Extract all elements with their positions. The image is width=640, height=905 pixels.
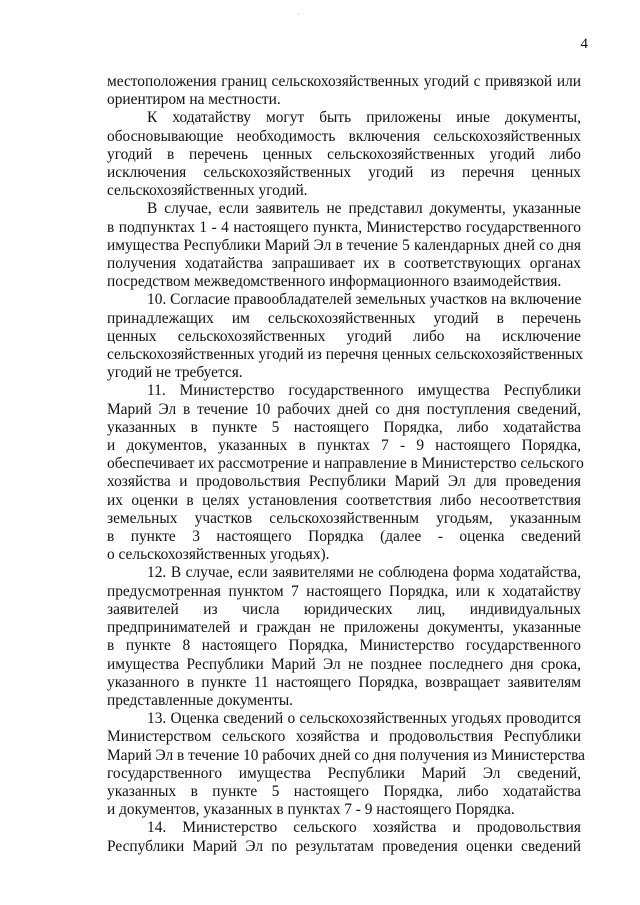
text-line: принадлежащих им сельскохозяйственных угодий в перечень: [107, 309, 581, 327]
text-line: о сельскохозяйственных угодьях).: [107, 546, 330, 564]
text-line: Марий Эл в течение 10 рабочих дней со дня поступления сведений,: [107, 400, 581, 418]
text-line: представленные документы.: [107, 691, 294, 709]
text-line: исключения сельскохозяйственных угодий из перечня ценных: [107, 164, 581, 182]
text-line: угодий в перечень ценных сельскохозяйственных угодий либо: [107, 145, 581, 163]
text-line: государственного имущества Республики Марий Эл сведений,: [107, 764, 581, 782]
text-line: указанных в пункте 5 настоящего Порядка, либо ходатайства: [107, 782, 581, 800]
text-line: указанных в пункте 5 настоящего Порядка, либо ходатайства: [107, 418, 581, 436]
text-line: 11. Министерство государственного имущества Республики: [147, 382, 581, 400]
text-line: 14. Министерство сельского хозяйства и продовольствия: [147, 819, 581, 837]
text-line: 13. Оценка сведений о сельскохозяйственных угодьях проводится: [147, 710, 581, 728]
text-line: обосновывающие необходимость включения сельскохозяйственных: [107, 127, 581, 145]
text-line: земельных участков сельскохозяйственным угодьям, указанным: [107, 509, 581, 527]
scan-mark: ·: [297, 10, 300, 19]
text-line: имущества Республики Марий Эл не позднее последнего дня срока,: [107, 655, 581, 673]
text-line: получения ходатайства запрашивает их в соответствующих органах: [107, 255, 581, 273]
text-line: Республики Марий Эл по результатам проведения оценки сведений: [107, 837, 581, 855]
text-line: заявителей из числа юридических лиц, индивидуальных: [107, 600, 581, 618]
text-line: хозяйства и продовольствия Республики Марий Эл для проведения: [107, 473, 581, 491]
text-line: 10. Согласие правообладателей земельных участков на включение: [147, 291, 582, 309]
text-line: и документов, указанных в пунктах 7 - 9 настоящего Порядка.: [107, 801, 515, 819]
text-line: предусмотренная пунктом 7 настоящего Порядка, или к ходатайству: [107, 582, 581, 600]
text-line: обеспечивает их рассмотрение и направление в Министерство сельского: [107, 455, 584, 473]
text-line: сельскохозяйственных угодий из перечня ценных сельскохозяйственных: [107, 346, 583, 364]
text-line: ценных сельскохозяйственных угодий либо на исключение: [107, 327, 581, 345]
text-line: посредством межведомственного информационного взаимодействия.: [107, 273, 562, 291]
text-line: предпринимателей и граждан не приложены документы, указанные: [107, 619, 581, 637]
document-body: [107, 73, 585, 856]
text-line: В случае, если заявитель не представил документы, указанные: [147, 200, 581, 218]
text-line: имущества Республики Марий Эл в течение 5 календарных дней со дня: [107, 236, 581, 254]
text-line: Марий Эл в течение 10 рабочих дней со дня получения из Министерства: [107, 746, 585, 764]
page-number: 4: [580, 36, 588, 52]
text-line: в подпунктах 1 - 4 настоящего пункта, Министерство государственного: [107, 218, 581, 236]
text-line: местоположения границ сельскохозяйственных угодий с привязкой или: [107, 73, 581, 90]
text-line: сельскохозяйственных угодий.: [107, 182, 308, 200]
text-line: Министерством сельского хозяйства и продовольствия Республики: [107, 728, 581, 746]
text-line: угодий не требуется.: [107, 364, 243, 382]
text-line: их оценки в целях установления соответствия либо несоответствия: [107, 491, 581, 509]
text-line: и документов, указанных в пунктах 7 - 9 настоящего Порядка,: [107, 437, 581, 455]
text-line: в пункте 3 настоящего Порядка (далее - оценка сведений: [107, 528, 581, 546]
text-line: К ходатайству могут быть приложены иные документы,: [147, 109, 581, 127]
text-line: указанного в пункте 11 настоящего Порядка, возвращает заявителям: [107, 673, 581, 691]
text-line: в пункте 8 настоящего Порядка, Министерство государственного: [107, 637, 581, 655]
text-line: 12. В случае, если заявителями не соблюдена форма ходатайства,: [147, 564, 581, 582]
text-line: ориентиром на местности.: [107, 91, 281, 109]
